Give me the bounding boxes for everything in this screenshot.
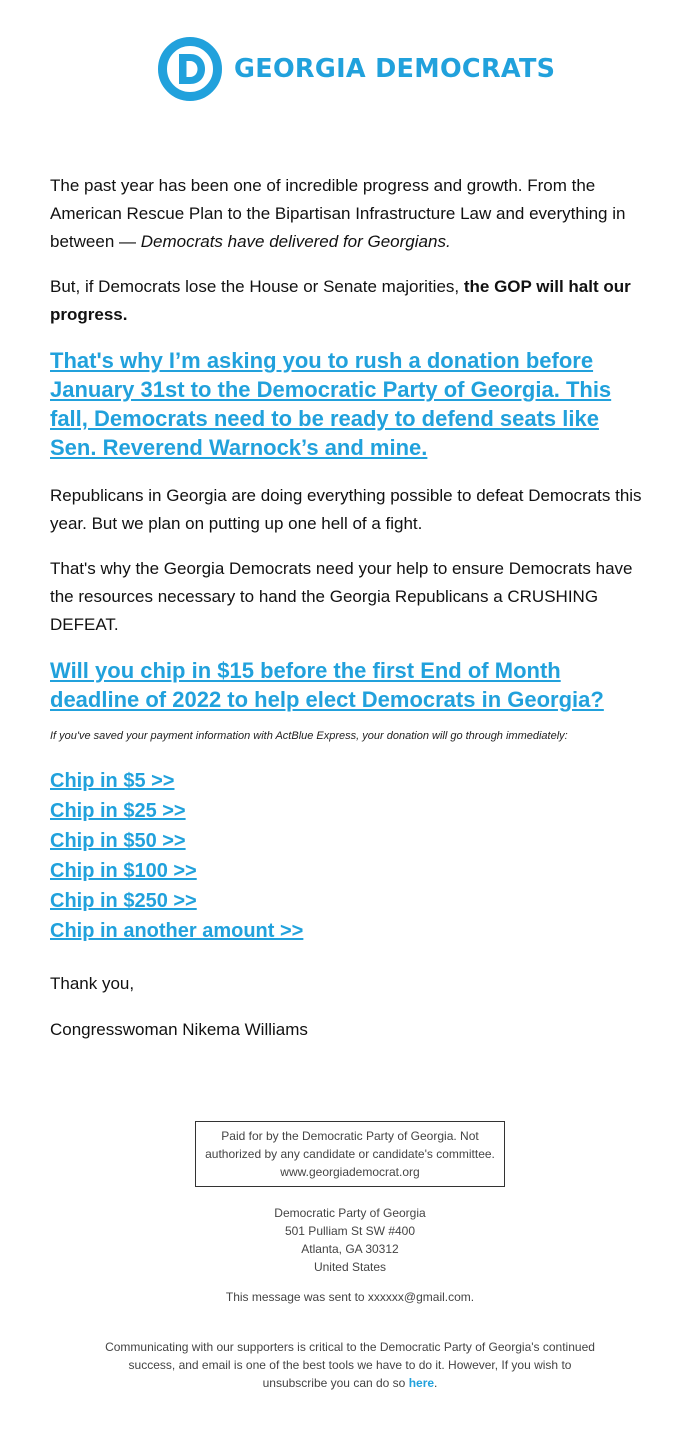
donation-ask-link[interactable]: That's why I’m asking you to rush a donation before January 31st to the Democratic Party of Georgia. This fall, Democrats need to be ready to defend seats like Sen. Reverend Warnock’s and mine.	[50, 348, 612, 460]
recipient-email: xxxxxx@gmail.com	[367, 1290, 471, 1304]
republicans-paragraph: Republicans in Georgia are doing everything possible to defeat Democrats this year. But we plan on putting up one hell of a fight.	[50, 486, 642, 533]
sent-prefix: This message was sent to	[225, 1290, 368, 1304]
email-body	[50, 172, 650, 1062]
address-city: Atlanta, GA 30312	[301, 1242, 399, 1256]
disclaimer-line: authorized by any candidate or candidate's committee.	[205, 1147, 495, 1161]
chip-in-15-link[interactable]: Will you chip in $15 before the first End of Month deadline of 2022 to help elect Democrats in Georgia?	[50, 658, 604, 712]
democrats-d-logo-icon	[157, 36, 223, 102]
unsubscribe-text: Communicating with our supporters is critical to the Democratic Party of Georgia's continued success, and email is one of the best tools we have to do it. However, If you wish to unsubscribe you can do so	[105, 1340, 595, 1390]
disclaimer-website: www.georgiademocrat.org	[280, 1165, 420, 1179]
unsubscribe-notice	[105, 1338, 595, 1392]
signature: Congresswoman Nikema Williams	[50, 1020, 308, 1039]
chip-in-100-link[interactable]: Chip in $100 >>	[50, 860, 197, 882]
chip-in-links	[50, 766, 650, 946]
intro-paragraph	[50, 172, 650, 256]
paid-for-disclaimer	[195, 1121, 505, 1187]
georgia-democrats-logo[interactable]	[157, 36, 555, 102]
intro-text: The past year has been one of incredible progress and growth. From the American Rescue Plan to the Bipartisan Infrastructure Law and everything in between —	[50, 176, 626, 251]
logo-wordmark: GEORGIA DEMOCRATS	[234, 54, 556, 84]
chip-in-50-link[interactable]: Chip in $50 >>	[50, 830, 186, 852]
address-country: United States	[313, 1260, 387, 1274]
chip-in-25-link[interactable]: Chip in $25 >>	[50, 800, 186, 822]
chip-in-5-link[interactable]: Chip in $5 >>	[50, 770, 175, 792]
warning-bold-text: the GOP will halt our progress.	[50, 277, 631, 324]
resources-paragraph: That's why the Georgia Democrats need your help to ensure Democrats have the resources necessary to hand the Georgia Republicans a CRUSHING DEFEAT.	[50, 559, 633, 634]
unsubscribe-end: .	[434, 1376, 438, 1390]
actblue-fine-print: If you've saved your payment information with ActBlue Express, your donation will go through immediately:	[50, 730, 568, 742]
address-street: 501 Pulliam St SW #400	[284, 1224, 416, 1238]
sent-suffix: .	[470, 1290, 475, 1304]
warning-paragraph	[50, 273, 650, 329]
chip-in-other-amount-link[interactable]: Chip in another amount >>	[50, 920, 304, 942]
disclaimer-line: Paid for by the Democratic Party of Georgia. Not	[221, 1129, 479, 1143]
address-org: Democratic Party of Georgia	[274, 1206, 426, 1220]
sent-to-notice	[0, 1290, 700, 1304]
mailing-address	[0, 1204, 700, 1276]
thanks-text: Thank you,	[50, 974, 135, 993]
chip-in-250-link[interactable]: Chip in $250 >>	[50, 890, 197, 912]
intro-italic-text: Democrats have delivered for Georgians.	[140, 232, 451, 251]
unsubscribe-link[interactable]: here	[408, 1376, 435, 1390]
email-footer	[0, 1121, 700, 1392]
warning-text: But, if Democrats lose the House or Senate majorities,	[50, 277, 464, 296]
